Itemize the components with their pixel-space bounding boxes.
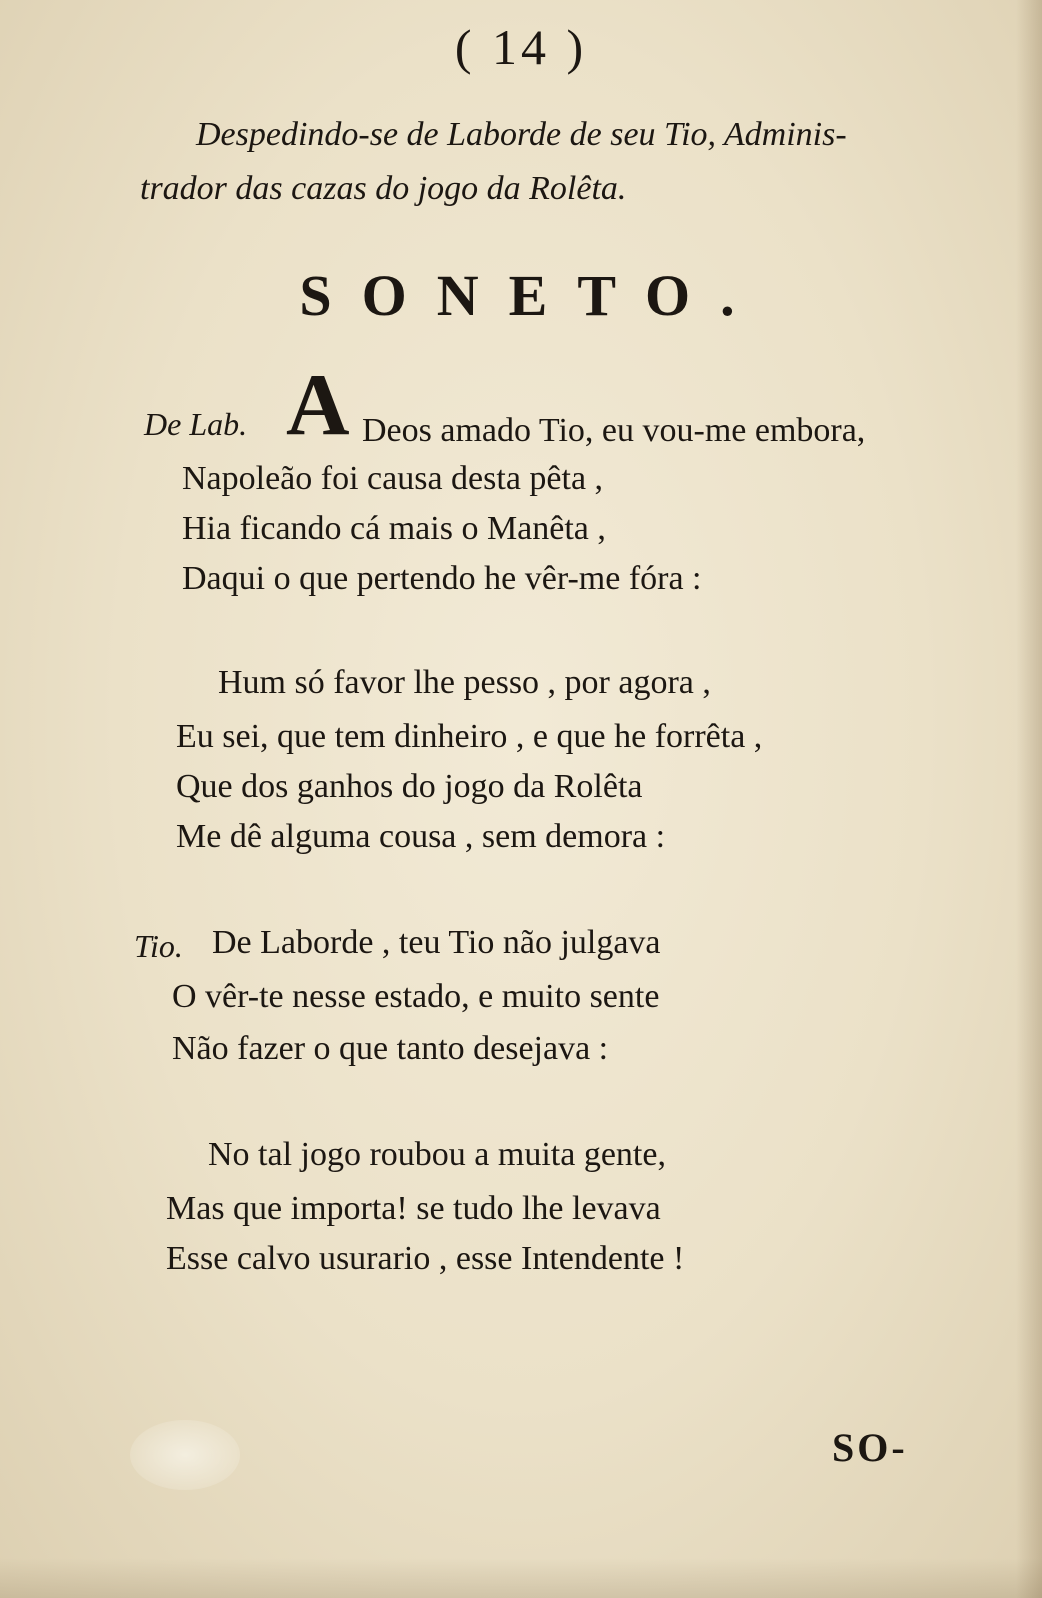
stanza-1-line-3: Hia ficando cá mais o Manêta ,: [182, 510, 606, 547]
stanza-3-line-3: Não fazer o que tanto desejava :: [172, 1030, 609, 1067]
poem-title: SONETO.: [299, 263, 765, 328]
stanza-2-line-1: Hum só favor lhe pesso , por agora ,: [218, 664, 711, 701]
speaker-label-tio: Tio.: [134, 928, 183, 964]
speaker-label-de-lab: De Lab.: [144, 406, 248, 442]
stanza-3-line-1: De Laborde , teu Tio não julgava: [212, 924, 661, 961]
stanza-2-line-3: Que dos ganhos do jogo da Rolêta: [176, 768, 643, 805]
heading-line-1: Despedindo-se de Laborde de seu Tio, Adminis-: [196, 116, 847, 153]
page-edge-shadow: [1016, 0, 1042, 1598]
stanza-2-line-4: Me dê alguma cousa , sem demora :: [176, 818, 666, 855]
stanza-1-line-2: Napoleão foi causa desta pêta ,: [182, 460, 604, 497]
stanza-1-line-4: Daqui o que pertendo he vêr-me fóra :: [182, 560, 702, 597]
heading-line-2: trador das cazas do jogo da Rolêta.: [140, 170, 627, 207]
stanza-1-line-1: Deos amado Tio, eu vou-me embora,: [362, 412, 866, 449]
page-number: ( 14 ): [454, 19, 588, 75]
drop-cap: A: [286, 357, 350, 454]
stanza-4-line-3: Esse calvo usurario , esse Intendente !: [166, 1240, 685, 1277]
catchword: SO-: [832, 1425, 908, 1470]
page-bottom-shadow: [0, 1558, 1042, 1598]
paper-stain: [130, 1420, 240, 1490]
poem-heading: [140, 108, 970, 216]
stanza-3-line-2: O vêr-te nesse estado, e muito sente: [172, 978, 660, 1015]
stanza-2-line-2: Eu sei, que tem dinheiro , e que he forrêta ,: [176, 718, 763, 755]
stanza-4-line-2: Mas que importa! se tudo lhe levava: [166, 1190, 661, 1227]
stanza-4-line-1: No tal jogo roubou a muita gente,: [208, 1136, 666, 1173]
